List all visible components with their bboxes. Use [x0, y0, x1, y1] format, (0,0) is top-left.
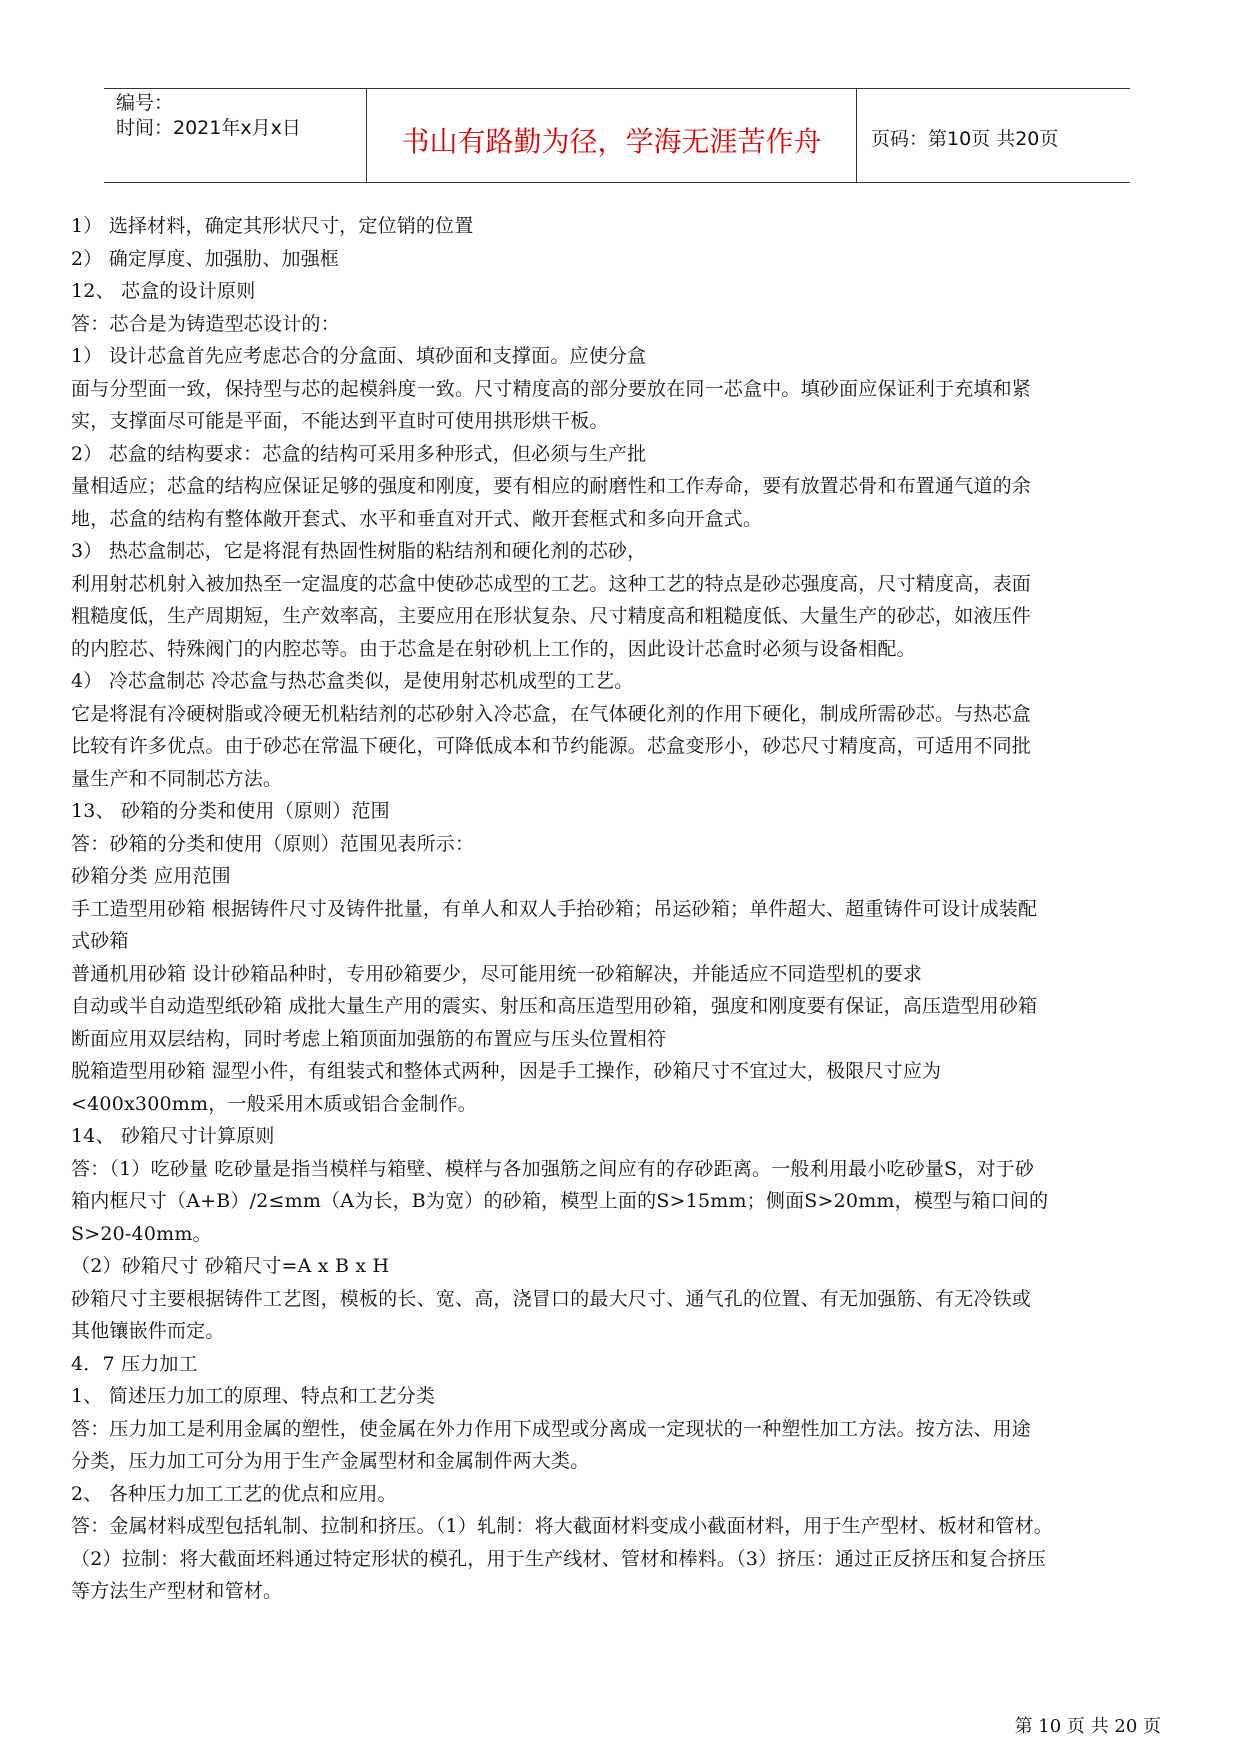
- body-line: 2） 芯盒的结构要求：芯盒的结构可采用多种形式，但必须与生产批: [71, 442, 647, 465]
- body-line: 比较有许多优点。由于砂芯在常温下硬化，可降低成本和节约能源。芯盒变形小，砂芯尺寸精度高，可适用不同批: [71, 735, 1032, 757]
- body-line: （2）拉制：将大截面坯料通过特定形状的模孔，用于生产线材、管材和棒料。（3）挤压：通过正反挤压和复合挤压: [71, 1547, 1047, 1570]
- body-line: 断面应用双层结构，同时考虑上箱顶面加强筋的布置应与压头位置相符: [71, 1027, 667, 1050]
- body-line: 答：（1）吃砂量 吃砂量是指当模样与箱壁、模样与各加强筋之间应有的存砂距离。一般利用最小吃砂量S，对于砂: [71, 1157, 1035, 1180]
- body-line: 3） 热芯盒制芯，它是将混有热固性树脂的粘结剂和硬化剂的芯砂，: [71, 540, 647, 562]
- body-line: 自动或半自动造型纸砂箱 成批大量生产用的震实、射压和高压造型用砂箱，强度和刚度要有保证，高压造型用砂箱: [71, 995, 1038, 1017]
- body-line: （2）砂箱尺寸 砂箱尺寸=A x B x H: [71, 1255, 390, 1277]
- body-line: 等方法生产型材和管材。: [71, 1580, 283, 1602]
- body-line: 粗糙度低，生产周期短，生产效率高，主要应用在形状复杂、尺寸精度高和粗糙度低、大量生产的砂芯，如液压件: [71, 605, 1032, 627]
- body-line: 砂箱分类 应用范围: [71, 865, 231, 887]
- body-line: 2） 确定厚度、加强肋、加强框: [71, 247, 340, 270]
- body-line: 答：芯合是为铸造型芯设计的：: [71, 312, 340, 335]
- document-date-label: 时间：2021年x月x日: [116, 117, 301, 139]
- document-body: [71, 210, 1171, 1608]
- body-line: 答：金属材料成型包括轧制、拉制和挤压。（1）轧制：将大截面材料变成小截面材料，用于生产型材、板材和管材。: [71, 1515, 1053, 1537]
- body-line: 14、 砂箱尺寸计算原则: [71, 1125, 275, 1147]
- body-line: S>20-40mm。: [71, 1222, 212, 1245]
- header-page-number: 页码：第10页 共20页: [871, 128, 1059, 150]
- body-line: 式砂箱: [71, 930, 129, 952]
- body-line: 量相适应；芯盒的结构应保证足够的强度和刚度，要有相应的耐磨性和工作寿命，要有放置芯骨和布置通气道的余: [71, 475, 1032, 497]
- body-line: 箱内框尺寸（A+B）/2≤mm（A为长，B为宽）的砂箱，模型上面的S>15mm；侧面S>20mm，模型与箱口间的: [71, 1190, 1049, 1212]
- document-number-label: 编号：: [116, 92, 174, 114]
- body-line: 其他镶嵌件而定。: [71, 1320, 225, 1342]
- body-line: <400x300mm，一般采用木质或铝合金制作。: [71, 1092, 477, 1115]
- body-line: 量生产和不同制芯方法。: [71, 767, 283, 790]
- body-line: 的内腔芯、特殊阀门的内腔芯等。由于芯盒是在射砂机上工作的，因此设计芯盒时必须与设备相配。: [71, 637, 916, 660]
- header-motto-cell: [367, 89, 857, 182]
- body-line: 地，芯盒的结构有整体敞开套式、水平和垂直对开式、敞开套框式和多向开盒式。: [71, 507, 763, 530]
- body-line: 答：砂箱的分类和使用（原则）范围见表所示：: [71, 832, 475, 855]
- body-line: 分类，压力加工可分为用于生产金属型材和金属制件两大类。: [71, 1450, 590, 1472]
- footer-page-number: 第 10 页 共 20 页: [1014, 1716, 1161, 1737]
- body-line: 1、 简述压力加工的原理、特点和工艺分类: [71, 1385, 436, 1407]
- body-line: 手工造型用砂箱 根据铸件尺寸及铸件批量，有单人和双人手抬砂箱；吊运砂箱；单件超大、超重铸件可设计成装配: [71, 897, 1038, 920]
- body-line: 1） 选择材料，确定其形状尺寸，定位销的位置: [71, 215, 474, 237]
- page-header: [104, 88, 1130, 183]
- body-line: 脱箱造型用砂箱 湿型小件，有组装式和整体式两种，因是手工操作，砂箱尺寸不宜过大，极限尺寸应为: [71, 1060, 942, 1082]
- body-line: 4） 冷芯盒制芯 冷芯盒与热芯盒类似，是使用射芯机成型的工艺。: [71, 670, 634, 692]
- body-line: 2、 各种压力加工工艺的优点和应用。: [71, 1482, 397, 1505]
- body-line: 利用射芯机射入被加热至一定温度的芯盒中使砂芯成型的工艺。这种工艺的特点是砂芯强度高，尺寸精度高，表面: [71, 572, 1032, 595]
- body-line: 12、 芯盒的设计原则: [71, 280, 256, 302]
- body-line: 13、 砂箱的分类和使用（原则）范围: [71, 800, 390, 822]
- body-line: 面与分型面一致，保持型与芯的起模斜度一致。尺寸精度高的部分要放在同一芯盒中。填砂面应保证利于充填和紧: [71, 377, 1032, 400]
- body-line: 4．7 压力加工: [71, 1352, 198, 1375]
- body-line: 它是将混有冷硬树脂或冷硬无机粘结剂的芯砂射入冷芯盒，在气体硬化剂的作用下硬化，制成所需砂芯。与热芯盒: [71, 702, 1032, 725]
- body-line: 1） 设计芯盒首先应考虑芯合的分盒面、填砂面和支撑面。应使分盒: [71, 345, 647, 367]
- header-motto: 书山有路勤为径，学海无涯苦作舟: [401, 125, 822, 158]
- body-line: 砂箱尺寸主要根据铸件工艺图，模板的长、宽、高，浇冒口的最大尺寸、通气孔的位置、有无加强筋、有无冷铁或: [71, 1287, 1032, 1310]
- body-line: 答：压力加工是利用金属的塑性，使金属在外力作用下成型或分离成一定现状的一种塑性加工方法。按方法、用途: [71, 1417, 1032, 1440]
- header-meta-cell: [104, 89, 367, 182]
- body-line: 普通机用砂箱 设计砂箱品种时，专用砂箱要少，尽可能用统一砂箱解决，并能适应不同造型机的要求: [71, 962, 923, 985]
- body-line: 实，支撑面尽可能是平面，不能达到平直时可使用拱形烘干板。: [71, 410, 609, 432]
- header-page-cell: [857, 89, 1130, 182]
